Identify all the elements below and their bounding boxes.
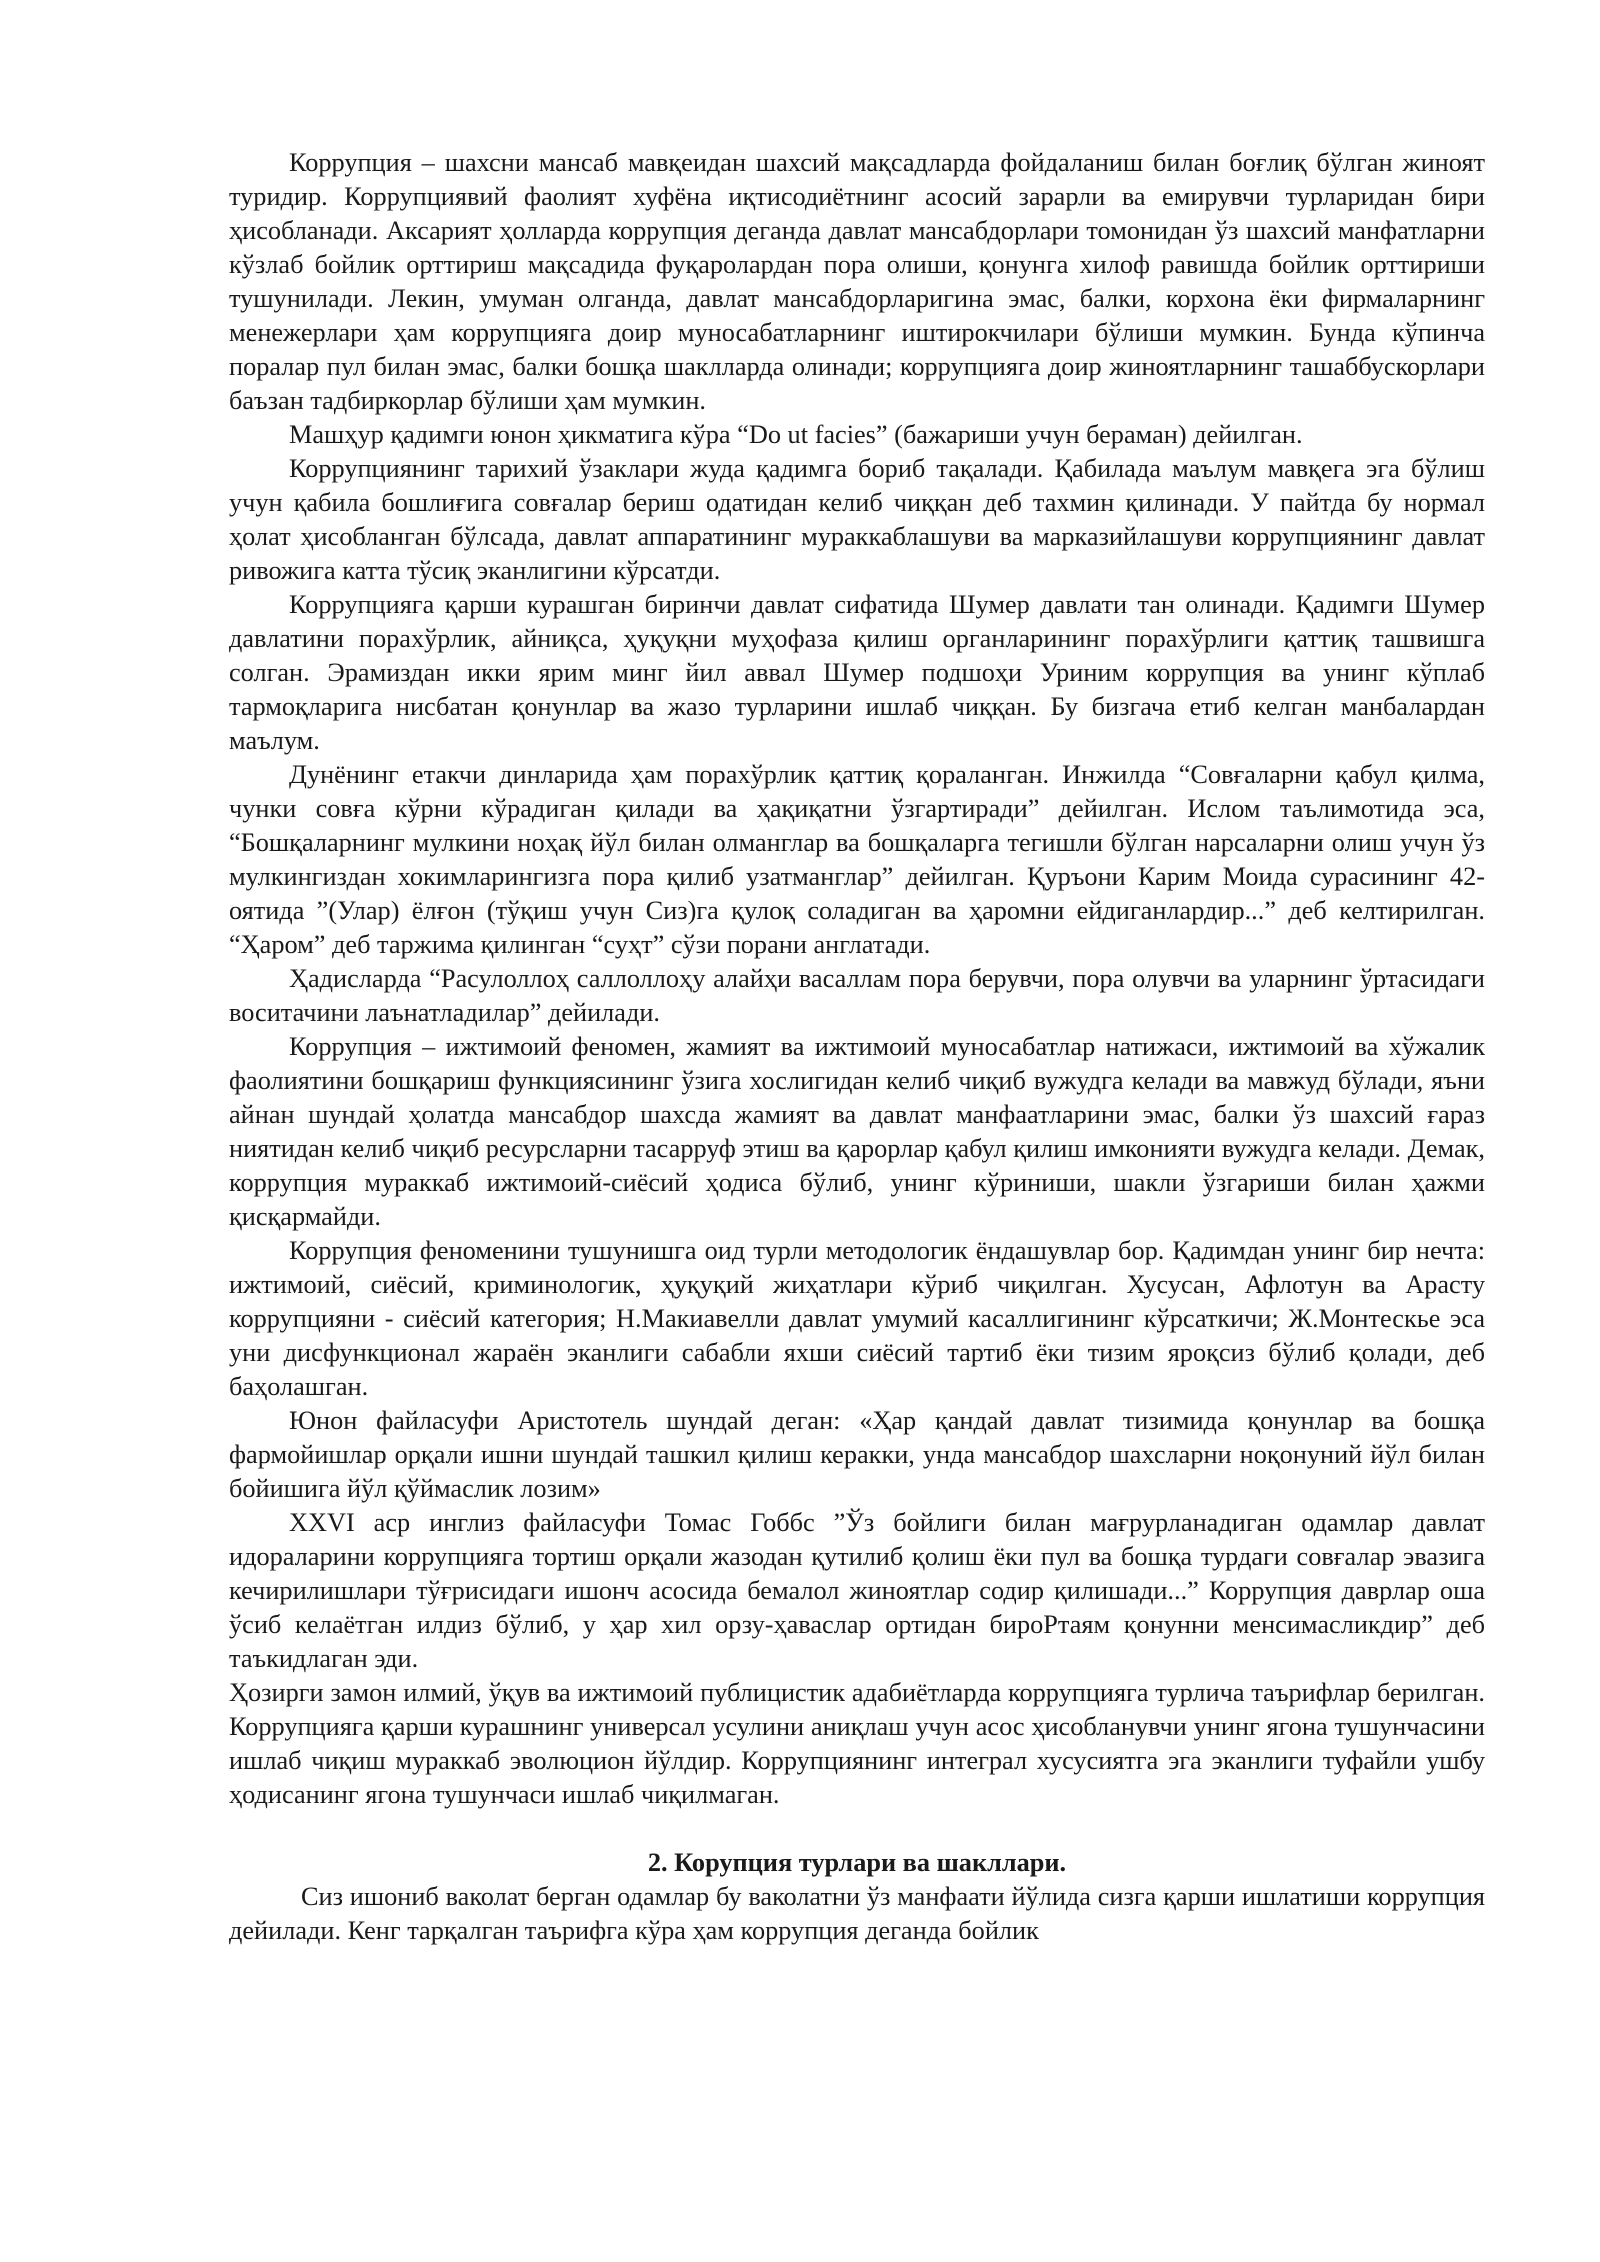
document-page: [229, 146, 1485, 1948]
paragraph: XXVI аср инглиз файласуфи Томас Гоббс ”Ўз бойлиги билан мағрурланадиган одамлар давлат идораларини коррупцияга тортиш орқали жазодан қутилиб қолиш ёки пул ва бошқа турдаги совғалар эвазига кечирилишлари тўғрисидаги ишонч асосида бемалол жиноятлар содир қилишади...” Коррупция даврлар оша ўсиб келаётган илдиз бўлиб, у ҳар хил орзу-ҳаваслар ортидан бироРтаям қонунни менсимасликдир” деб таъкидлаган эди.: [229, 1508, 1485, 1673]
paragraph: Ҳозирги замон илмий, ўқув ва ижтимоий публицистик адабиётларда коррупцияга турлича таърифлар берилган. Коррупцияга қарши курашнинг универсал усулини аниқлаш учун асос ҳисобланувчи унинг ягона тушунчасини ишлаб чиқиш мураккаб эволюцион йўлдир. Коррупциянинг интеграл хусусиятга эга эканлиги туфайли ушбу ҳодисанинг ягона тушунчаси ишлаб чиқилмаган.: [229, 1678, 1485, 1809]
paragraph: Машҳур қадимги юнон ҳикматига кўра “Do ut facies” (бажариши учун бераман) дейилган.: [289, 420, 1303, 449]
paragraph: Коррупцияга қарши курашган биринчи давлат сифатида Шумер давлати тан олинади. Қадимги Шумер давлатини порахўрлик, айниқса, ҳуқуқни муҳофаза қилиш органларининг порахўрлиги қаттиқ ташвишга солган. Эрамиздан икки ярим минг йил аввал Шумер подшоҳи Уриним коррупция ва унинг кўплаб тармоқларига нисбатан қонунлар ва жазо турларини ишлаб чиққан. Бу бизгача етиб келган манбалардан маълум.: [229, 590, 1485, 755]
paragraph: Коррупция – ижтимоий феномен, жамият ва ижтимоий муносабатлар натижаси, ижтимоий ва хўжалик фаолиятини бошқариш функциясининг ўзига хослигидан келиб чиқиб вужудга келади ва мавжуд бўлади, яъни айнан шундай ҳолатда мансабдор шахсда жамият ва давлат манфаатларини эмас, балки ўз шахсий ғараз ниятидан келиб чиқиб ресурсларни тасарруф этиш ва қарорлар қабул қилиш имконияти вужудга келади. Демак, коррупция мураккаб ижтимоий-сиёсий ҳодиса бўлиб, унинг кўриниши, шакли ўзгариши билан ҳажми қисқармайди.: [229, 1032, 1485, 1231]
paragraph: Коррупция – шахсни мансаб мавқеидан шахсий мақсадларда фойдаланиш билан боғлиқ бўлган жиноят туридир. Коррупциявий фаолият хуфёна иқтисодиётнинг асосий зарарли ва емирувчи турларидан бири ҳисобланади. Аксарият ҳолларда коррупция деганда давлат мансабдорлари томонидан ўз шахсий манфатларни кўзлаб бойлик орттириш мақсадида фуқаролардан пора олиши, қонунга хилоф равишда бойлик орттириши тушунилади. Лекин, умуман олганда, давлат мансабдорларигина эмас, балки, корхона ёки фирмаларнинг менежерлари ҳам коррупцияга доир муносабатларнинг иштирокчилари бўлиши мумкин. Бунда кўпинча поралар пул билан эмас, балки бошқа шаклларда олинади; коррупцияга доир жиноятларнинг ташаббускорлари баъзан тадбиркорлар бўлиши ҳам мумкин.: [229, 148, 1485, 415]
paragraph: Дунёнинг етакчи динларида ҳам порахўрлик қаттиқ қораланган. Инжилда “Совғаларни қабул қилма, чунки совға кўрни кўрадиган қилади ва ҳақиқатни ўзгартиради” дейилган. Ислом таълимотида эса, “Бошқаларнинг мулкини ноҳақ йўл билан олманглар ва бошқаларга тегишли бўлган нарсаларни олиш учун ўз мулкингиздан хокимларингизга пора қилиб узатманглар” дейилган. Қуръони Карим Моида сурасининг 42-оятида ”(Улар) ёлғон (тўқиш учун Сиз)га қулоқ соладиган ва ҳаромни ейдиганлардир...” деб келтирилган. “Ҳаром” деб таржима қилинган “суҳт” сўзи порани англатади.: [229, 760, 1485, 959]
paragraph: Коррупция феноменини тушунишга оид турли методологик ёндашувлар бор. Қадимдан унинг бир нечта: ижтимоий, сиёсий, криминологик, ҳуқуқий жиҳатлари кўриб чиқилган. Хусусан, Афлотун ва Арасту коррупцияни - сиёсий категория; Н.Макиавелли давлат умумий касаллигининг кўрсаткичи; Ж.Монтескье эса уни дисфункционал жараён эканлиги сабабли яхши сиёсий тартиб ёки тизим яроқсиз бўлиб қолади, деб баҳолашган.: [229, 1236, 1485, 1401]
paragraph: Коррупциянинг тарихий ўзаклари жуда қадимга бориб тақалади. Қабилада маълум мавқега эга бўлиш учун қабила бошлиғига совғалар бериш одатидан келиб чиққан деб тахмин қилинади. У пайтда бу нормал ҳолат ҳисобланган бўлсада, давлат аппаратининг мураккаблашуви ва марказийлашуви коррупциянинг давлат ривожига катта тўсиқ эканлигини кўрсатди.: [229, 454, 1485, 585]
paragraph: Сиз ишониб ваколат берган одамлар бу ваколатни ўз манфаати йўлида сизга қарши ишлатиши коррупция дейилади. Кенг тарқалган таърифга кўра ҳам коррупция деганда бойлик: [229, 1882, 1485, 1945]
paragraph: Юнон файласуфи Аристотель шундай деган: «Ҳар қандай давлат тизимида қонунлар ва бошқа фармойишлар орқали ишни шундай ташкил қилиш керакки, унда мансабдор шахсларни ноқонуний йўл билан бойишига йўл қўймаслик лозим»: [229, 1406, 1485, 1503]
paragraph: Ҳадисларда “Расулоллоҳ саллоллоҳу алайҳи васаллам пора берувчи, пора олувчи ва уларнинг ўртасидаги воситачини лаънатладилар” дейилади.: [229, 964, 1485, 1027]
section-heading: 2. Корупция турлари ва шакллари.: [647, 1848, 1067, 1877]
